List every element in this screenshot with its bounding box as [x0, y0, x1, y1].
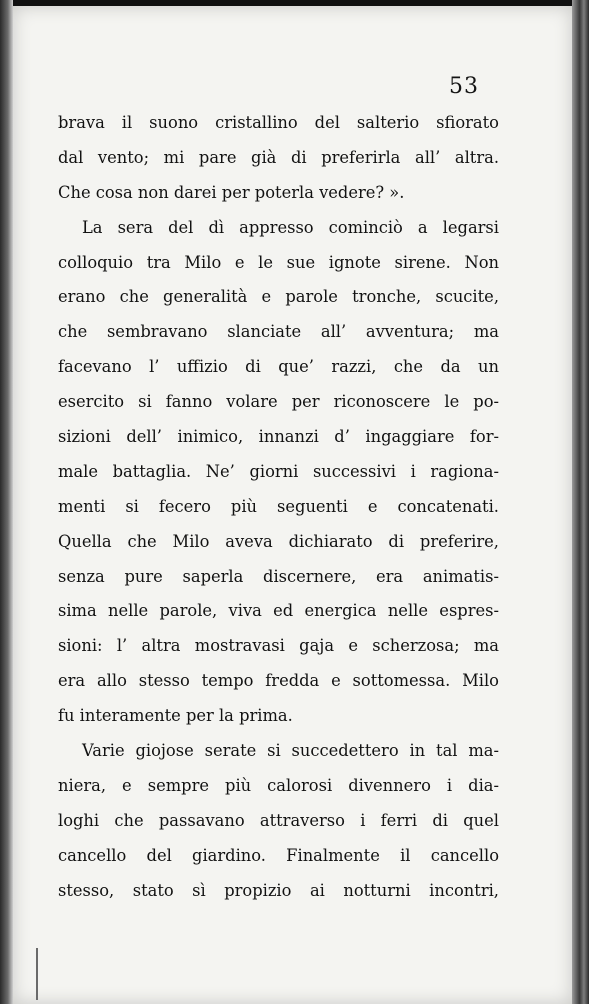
text-line: La sera del dì appresso cominciò a legarsi	[82, 217, 499, 237]
text-line: Che cosa non darei per poterla vedere? ».	[58, 182, 405, 202]
text-line: cancello del giardino. Finalmente il cancello	[58, 845, 499, 865]
text-line: erano che generalità e parole tronche, scucite,	[58, 287, 499, 307]
text-line: sioni: l’ altra mostravasi gaja e scherzosa; ma	[58, 636, 499, 656]
text-line: sima nelle parole, viva ed energica nelle espres-	[58, 601, 499, 621]
text-line: Quella che Milo aveva dichiarato di preferire,	[58, 531, 499, 551]
text-line: Varie giojose serate si succedettero in tal ma-	[82, 741, 499, 761]
text-line: colloquio tra Milo e le sue ignote sirene. Non	[58, 252, 499, 272]
text-line: esercito si fanno volare per riconoscere le po-	[58, 392, 499, 412]
text-line: male battaglia. Ne’ giorni successivi i ragiona-	[58, 461, 499, 481]
text-line: niera, e sempre più calorosi divennero i dia-	[58, 775, 499, 795]
text-line: brava il suono cristallino del salterio sfiorato	[58, 113, 499, 132]
text-line: stesso, stato sì propizio ai notturni incontri,	[58, 880, 499, 900]
text-line: era allo stesso tempo fredda e sottomessa. Milo	[58, 671, 499, 691]
page-number: 53	[449, 74, 479, 99]
right-page-edges	[572, 0, 589, 1004]
body-text	[58, 106, 499, 908]
text-line: fu interamente per la prima.	[58, 706, 293, 726]
text-line: che sembravano slanciate all’ avventura; ma	[58, 322, 499, 342]
text-line: menti si fecero più seguenti e concatenati.	[58, 496, 499, 516]
text-line: dal vento; mi pare già di preferirla all’ altra.	[58, 147, 499, 167]
left-binding-edge	[0, 0, 13, 1004]
text-line: loghi che passavano attraverso i ferri di quel	[58, 810, 499, 830]
text-line: facevano l’ uffizio di que’ razzi, che da un	[58, 357, 499, 377]
text-line: sizioni dell’ inimico, innanzi d’ ingaggiare for-	[58, 427, 499, 447]
page-edge-mark	[36, 948, 38, 1000]
text-line: senza pure saperla discernere, era animatis-	[58, 566, 499, 586]
